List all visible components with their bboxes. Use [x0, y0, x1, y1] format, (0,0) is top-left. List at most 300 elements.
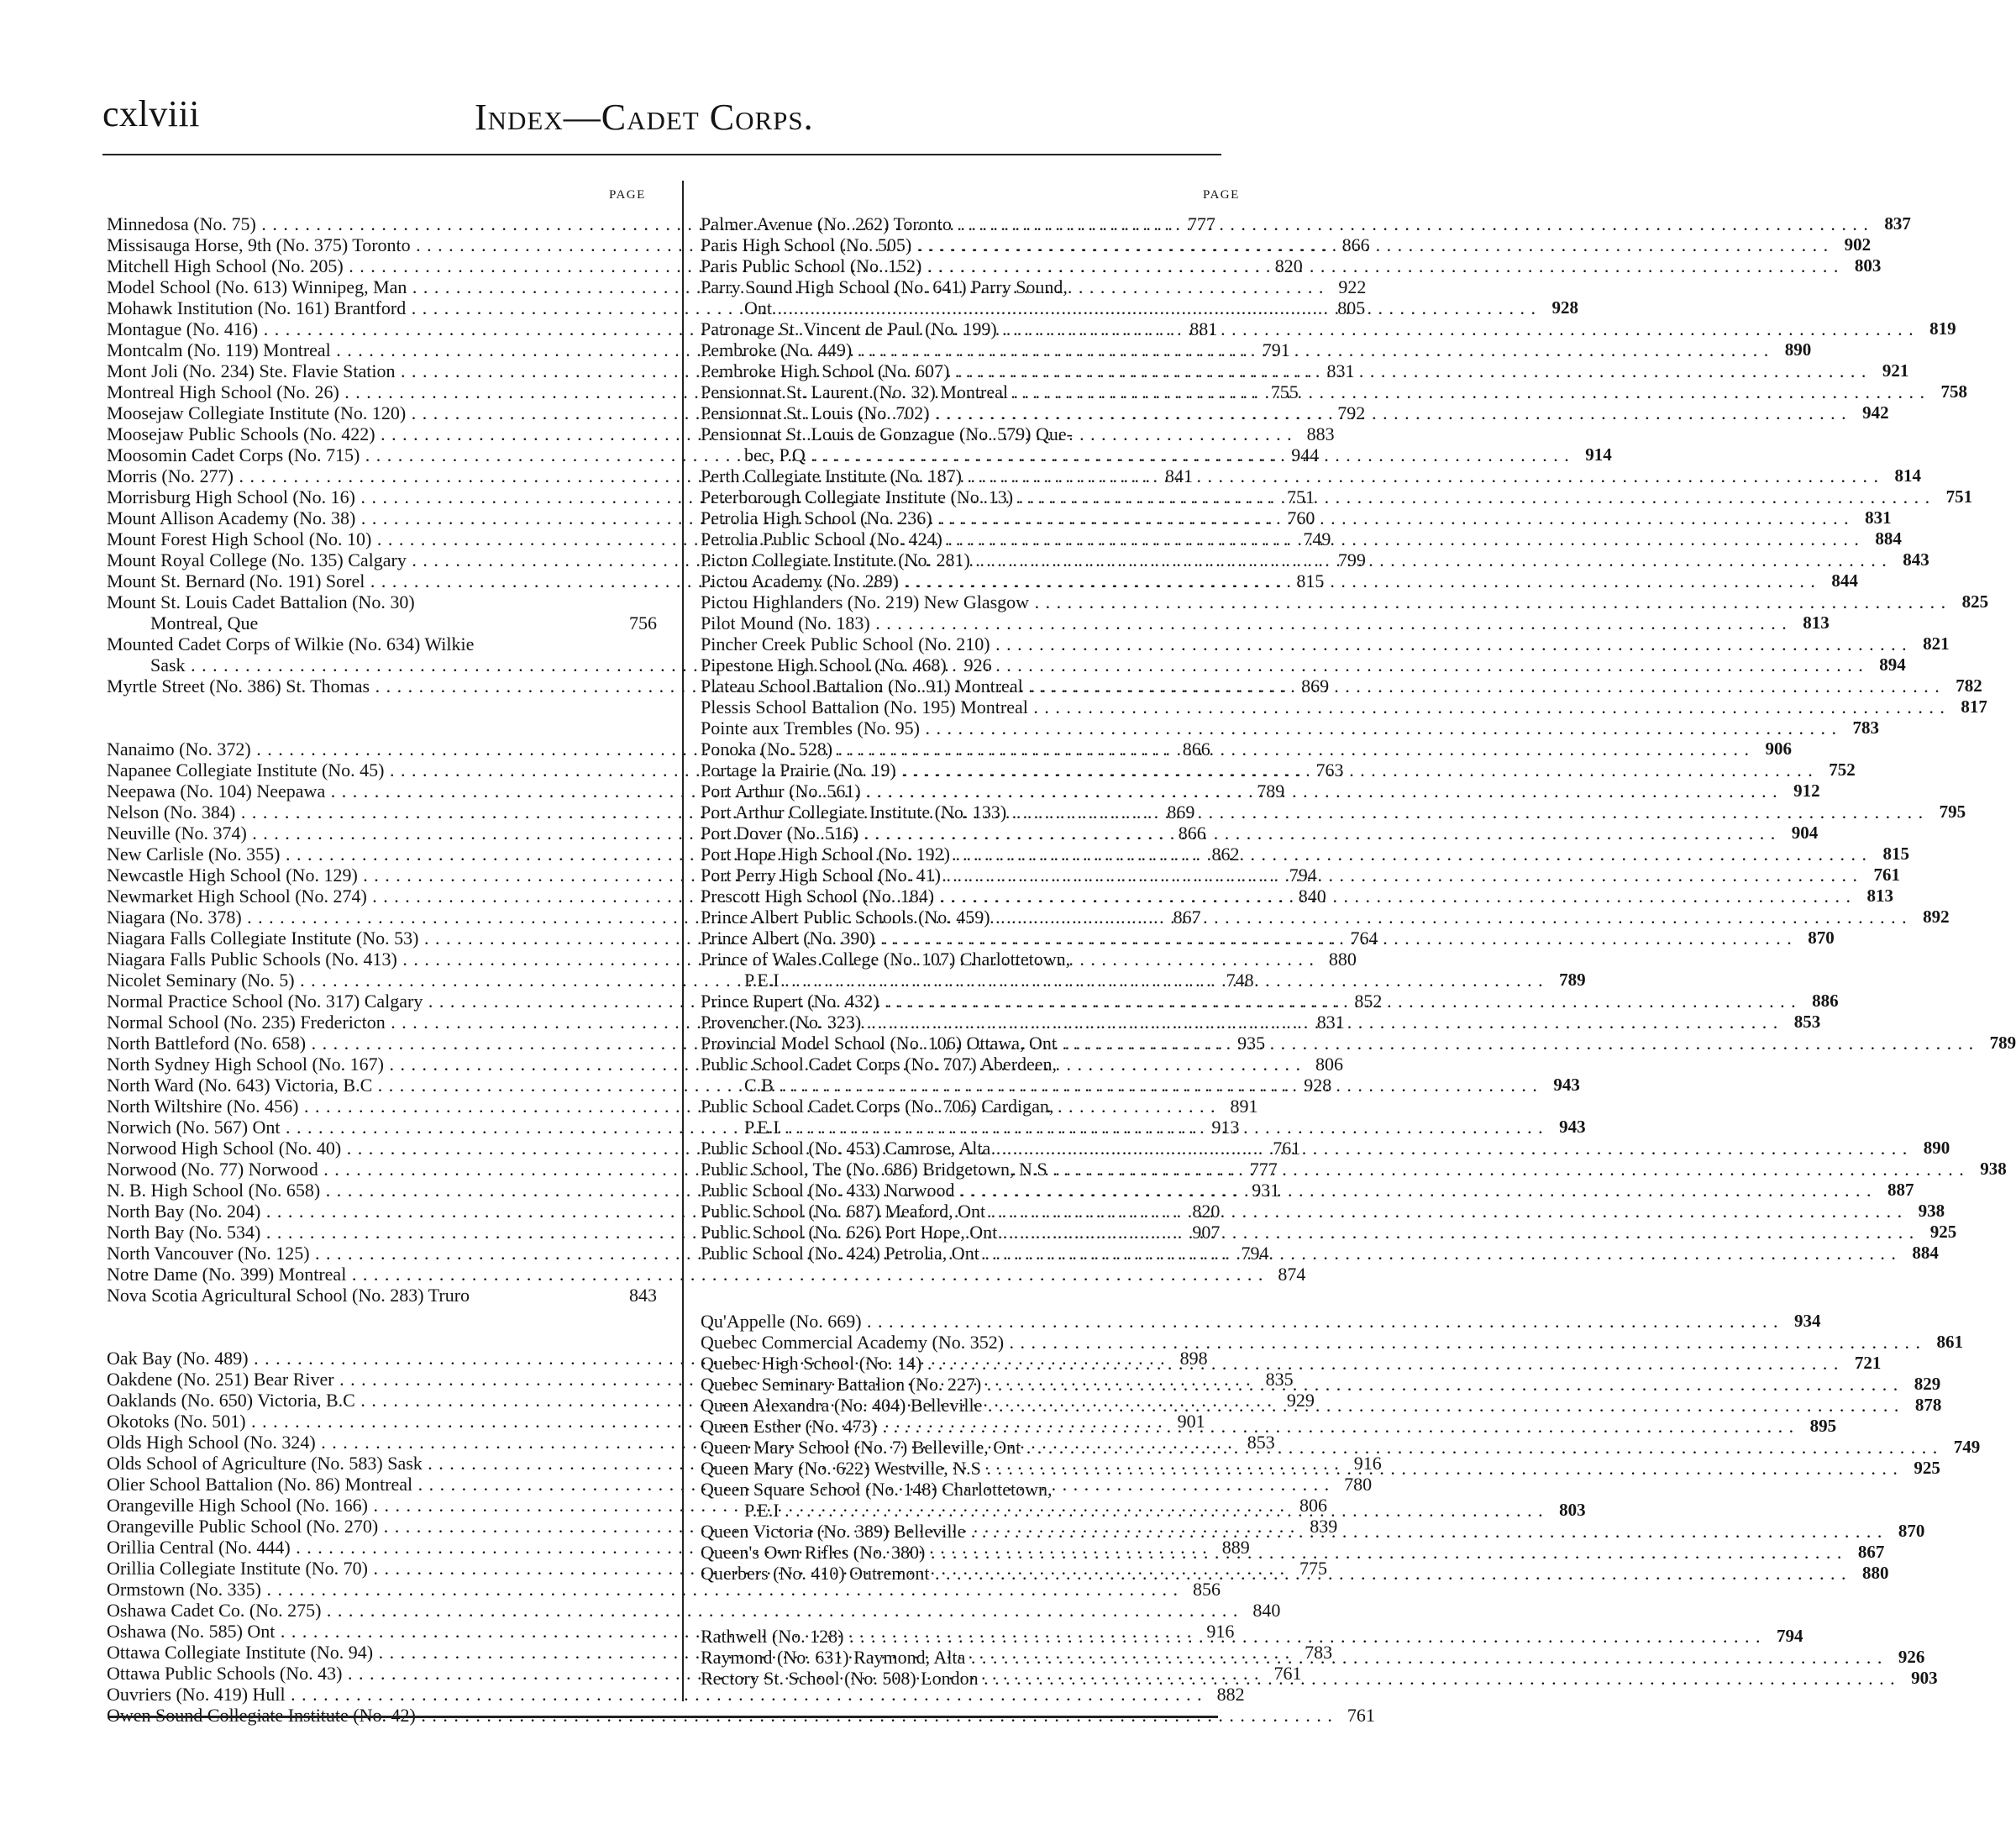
page-title: Index—Cadet Corps.	[475, 97, 814, 138]
entry-name-text: Moosomin Cadet Corps (No. 715)	[107, 444, 360, 465]
entry-page-number: 912	[1778, 781, 1820, 802]
index-entry	[107, 1600, 1281, 1621]
entry-name-text: Myrtle Street (No. 386) St. Thomas	[107, 675, 370, 696]
index-entry	[701, 739, 1793, 760]
entry-name-text: Petrolia Public School (No. 424)	[701, 528, 942, 549]
entry-name	[701, 991, 1797, 1012]
entry-page-number: 880	[1315, 949, 1357, 970]
entry-name	[701, 1647, 1882, 1668]
entry-name	[701, 781, 1778, 802]
entry-page-number: 777	[1173, 213, 1215, 234]
entry-page-number: 813	[1851, 886, 1893, 907]
entry-name	[701, 612, 1788, 633]
entry-name-continuation: C.B . . .	[701, 1075, 1538, 1096]
entry-page-number: 792	[1323, 402, 1365, 423]
entry-name	[701, 718, 1837, 739]
entry-page-number: 884	[1860, 528, 1902, 549]
index-entry	[701, 1311, 1821, 1332]
entry-name-text: Oshawa (No. 585) Ont	[107, 1621, 276, 1642]
entry-page-number: 891	[1215, 1096, 1257, 1117]
entry-name	[701, 1458, 1898, 1479]
entry-name-text: Rectory St. School (No. 508) London	[701, 1668, 979, 1689]
entry-name-text: Niagara Falls Collegiate Institute (No. 53)	[107, 928, 419, 949]
entry-page-number: 921	[1866, 360, 1908, 381]
entry-name	[701, 528, 1860, 549]
entry-page-number: 887	[1872, 1180, 1914, 1201]
entry-page-number: 794	[1761, 1626, 1803, 1647]
entry-name-text: Queen's Own Rifles (No. 380)	[701, 1542, 926, 1563]
entry-page-number: 901	[1163, 1411, 1205, 1432]
entry-page-number: 749	[1938, 1437, 1980, 1458]
entry-page-number: 943	[1538, 1075, 1580, 1096]
index-entry	[701, 654, 1906, 675]
entry-page-number: 789	[1242, 781, 1284, 802]
entry-name-text: Pointe aux Trembles (No. 95)	[701, 718, 920, 739]
entry-name-continuation: Ont . . .	[701, 297, 1536, 318]
entry-name-text: Morris (No. 277)	[107, 465, 234, 486]
entry-page-number: 777	[1236, 1159, 1278, 1180]
entry-page-number: 866	[1328, 234, 1370, 255]
entry-name-text: Prescott High School (No. 184)	[701, 886, 935, 907]
entry-name-text: Orillia Collegiate Institute (No. 70)	[107, 1558, 368, 1579]
entry-page-number: 892	[1908, 907, 1950, 928]
entry-name	[701, 844, 1867, 865]
entry-name	[701, 486, 1930, 507]
entry-page-number: 813	[1788, 612, 1830, 633]
entry-page-number: 755	[1257, 381, 1299, 402]
entry-name-text: Newcastle High School (No. 129)	[107, 865, 358, 886]
entry-name-text: Orangeville High School (No. 166)	[107, 1495, 368, 1516]
entry-name-text: Peterborough Collegiate Institute (No. 13)	[701, 486, 1014, 507]
entry-page-number: 916	[1192, 1621, 1234, 1642]
entry-page-number: 898	[1166, 1348, 1208, 1369]
entry-page-number: 884	[1897, 1243, 1939, 1264]
entry-name	[701, 1222, 1914, 1243]
entry-name-text: North Battleford (No. 658)	[107, 1033, 307, 1054]
entry-name-text: Rathwell (No. 128)	[701, 1626, 844, 1647]
entry-name-text: Niagara (No. 378)	[107, 907, 242, 928]
entry-name	[701, 1311, 1779, 1332]
entry-page-number: 761	[1258, 1138, 1300, 1159]
entry-page-number: 751	[1930, 486, 1972, 507]
entry-name	[701, 255, 1839, 276]
entry-name	[701, 1626, 1761, 1647]
entry-name-text: Mounted Cadet Corps of Wilkie (No. 634) Wilkie	[107, 633, 475, 654]
entry-page-number: 825	[1946, 591, 1988, 612]
entry-name-text: Querbers (No. 410) Outremont	[701, 1563, 930, 1584]
entry-name-text: Queen Alexandra (No. 404) Belleville	[701, 1395, 983, 1416]
entry-name-text: Mount Forest High School (No. 10)	[107, 528, 372, 549]
right-page-heading: PAGE	[1203, 188, 1240, 202]
entry-page-number: 890	[1769, 339, 1811, 360]
entry-name	[701, 1201, 1903, 1222]
entry-name	[701, 402, 1847, 423]
entry-page-number: 819	[1914, 318, 1956, 339]
entry-page-number: 840	[1284, 886, 1326, 907]
entry-page-number: 748	[1212, 970, 1254, 991]
entry-page-number: 853	[1233, 1432, 1275, 1453]
entry-page-number: 815	[1282, 570, 1324, 591]
index-entry	[701, 1201, 1945, 1222]
index-entry	[701, 1222, 1957, 1243]
entry-name-text: Newmarket High School (No. 274)	[107, 886, 367, 907]
entry-page-number: 869	[1287, 675, 1329, 696]
entry-page-number: 764	[1336, 928, 1378, 949]
entry-page-number: 820	[1261, 255, 1303, 276]
index-entry	[701, 718, 1879, 739]
entry-page-number: 852	[1340, 991, 1382, 1012]
entry-page-number: 881	[1175, 318, 1217, 339]
left-page-heading: PAGE	[609, 188, 646, 202]
entry-name	[701, 549, 1887, 570]
entry-page-number: 889	[1208, 1537, 1250, 1558]
entry-name	[701, 507, 1850, 528]
entry-page-number: 914	[1570, 444, 1612, 465]
entry-page-number: 926	[950, 654, 992, 675]
entry-name	[701, 1521, 1882, 1542]
entry-name-text: Portage la Prairie (No. 19)	[701, 760, 896, 781]
entry-page-number: 839	[1295, 1516, 1337, 1537]
entry-name-text: Ponoka (No. 528)	[701, 739, 833, 760]
entry-name-text: Raymond (No. 631) Raymond, Alta	[701, 1647, 966, 1668]
index-entry	[701, 633, 1950, 654]
entry-name-text: N. B. High School (No. 658)	[107, 1180, 321, 1201]
entry-name	[701, 1012, 1778, 1033]
entry-name-text: Nelson (No. 384)	[107, 802, 236, 823]
entry-page-number: 761	[1333, 1705, 1375, 1726]
entry-name-text: Public School (No. 433) Norwood	[701, 1180, 955, 1201]
entry-name-text: Palmer Avenue (No. 262) Toronto	[701, 213, 952, 234]
entry-page-number: 938	[1903, 1201, 1945, 1222]
entry-page-number: 903	[1896, 1668, 1938, 1689]
entry-name-text: Paris High School (No. 505)	[701, 234, 912, 255]
entry-name	[107, 591, 615, 633]
entry-page-number: 867	[1842, 1542, 1884, 1563]
entry-name-text: Parry Sound High School (No. 641) Parry Sound,	[701, 276, 1068, 297]
entry-page-number: 806	[1285, 1495, 1327, 1516]
entry-name	[701, 1096, 1544, 1138]
entry-name-text: Plateau School Battalion (No. 91) Montreal	[701, 675, 1023, 696]
entry-name-text: Moosejaw Collegiate Institute (No. 120)	[107, 402, 407, 423]
entry-page-number: 925	[1898, 1458, 1940, 1479]
entry-name-continuation: bec, P.Q . . .	[701, 444, 1570, 465]
entry-page-number: 795	[1924, 802, 1966, 823]
entry-name-text: Pipestone High School (No. 468)	[701, 654, 947, 675]
entry-name-text: Olds School of Agriculture (No. 583) Sask	[107, 1453, 423, 1474]
entry-name-text: Napanee Collegiate Institute (No. 45)	[107, 760, 385, 781]
entry-name-text: Ouvriers (No. 419) Hull	[107, 1684, 286, 1705]
entry-page-number: 844	[1816, 570, 1858, 591]
entry-page-number: 791	[1248, 339, 1290, 360]
entry-page-number: 761	[1259, 1663, 1301, 1684]
entry-name	[701, 823, 1776, 844]
entry-page-number: 780	[1330, 1474, 1372, 1495]
entry-name-text: Plessis School Battalion (No. 195) Montreal	[701, 696, 1028, 718]
entry-name	[701, 654, 1864, 675]
entry-name	[701, 1054, 1538, 1096]
footer-rule	[108, 1716, 1218, 1718]
entry-page-number: 913	[1198, 1117, 1240, 1138]
section-gap	[701, 1584, 1213, 1626]
entry-page-number: 775	[1285, 1558, 1327, 1579]
entry-name-text: Minnedosa (No. 75)	[107, 213, 256, 234]
entry-name-text: Oak Bay (No. 489)	[107, 1348, 249, 1369]
entry-name-text: Pictou Academy (No. 289)	[701, 570, 899, 591]
entry-name-text: Public School, The (No. 686) Bridgetown, N.S	[701, 1159, 1047, 1180]
entry-page-number: 931	[1237, 1180, 1279, 1201]
entry-page-number: 829	[1898, 1374, 1940, 1395]
entry-page-number: 862	[1198, 844, 1240, 865]
entry-name-text: Ormstown (No. 335)	[107, 1579, 261, 1600]
entry-name-text: Queen Mary (No. 622) Westville, N.S	[701, 1458, 981, 1479]
entry-name-text: Morrisburg High School (No. 16)	[107, 486, 355, 507]
entry-page-number: 751	[1273, 486, 1315, 507]
entry-page-number: 843	[615, 1285, 657, 1306]
entry-name	[701, 360, 1866, 381]
section-gap	[107, 1306, 657, 1348]
entry-name-text: Mount St. Bernard (No. 191) Sorel	[107, 570, 365, 591]
entry-page-number: 869	[1152, 802, 1194, 823]
entry-name-text: Norwood (No. 77) Norwood	[107, 1159, 318, 1180]
entry-name-text: Queen Square School (No. 148) Charlottetown,	[701, 1479, 1053, 1500]
entry-page-number: 856	[1179, 1579, 1221, 1600]
entry-page-number: 944	[1277, 444, 1319, 465]
entry-name-text: Queen Victoria (No. 389) Belleville	[701, 1521, 966, 1542]
index-entry	[107, 591, 657, 633]
entry-page-number: 794	[1275, 865, 1317, 886]
entry-page-number: 749	[1289, 528, 1331, 549]
entry-page-number: 882	[1203, 1684, 1245, 1705]
entry-page-number: 866	[1164, 823, 1206, 844]
index-entry	[107, 1264, 1306, 1285]
entry-name	[701, 1243, 1897, 1264]
entry-page-number: 841	[1151, 465, 1193, 486]
index-entry	[701, 696, 1987, 718]
entry-name-text: Port Hope High School (No. 192)	[701, 844, 950, 865]
entry-page-number: 938	[1965, 1159, 2007, 1180]
entry-name-text: Normal Practice School (No. 317) Calgary	[107, 991, 423, 1012]
index-entry	[107, 1285, 657, 1306]
entry-name	[701, 696, 1945, 718]
section-gap	[701, 1264, 1213, 1311]
page-number: cxlviii	[102, 93, 200, 134]
entry-name-text: Model School (No. 613) Winnipeg, Man	[107, 276, 407, 297]
entry-page-number: 894	[1864, 654, 1906, 675]
entry-name-text: North Sydney High School (No. 167)	[107, 1054, 384, 1075]
entry-name	[701, 760, 1814, 781]
entry-page-number: 870	[1793, 928, 1835, 949]
entry-name-text: Mont Joli (No. 234) Ste. Flavie Station	[107, 360, 396, 381]
entry-name-text: Neuville (No. 374)	[107, 823, 247, 844]
entry-page-number: 782	[1940, 675, 1982, 696]
entry-page-number: 752	[1814, 760, 1856, 781]
entry-name	[701, 1668, 1896, 1689]
entry-name	[701, 234, 1829, 255]
entry-name	[701, 276, 1536, 318]
entry-page-number: 803	[1544, 1500, 1586, 1521]
entry-page-number: 906	[1750, 739, 1792, 760]
entry-name-text: Pensionnat St. Louis de Gonzague (No. 579) Que-	[701, 423, 1073, 444]
entry-name-text: Port Perry High School (No. 41)	[701, 865, 941, 886]
entry-page-number: 817	[1945, 696, 1987, 718]
entry-name-text: Pensionnat St. Laurent (No. 32) Montreal	[701, 381, 1008, 402]
entry-name	[701, 318, 1914, 339]
entry-page-number: 756	[615, 612, 657, 633]
entry-name-text: Paris Public School (No. 152)	[701, 255, 922, 276]
entry-name-text: North Vancouver (No. 125)	[107, 1243, 310, 1264]
index-entry	[701, 1416, 1837, 1437]
entry-name	[701, 907, 1908, 928]
index-entry	[701, 823, 1819, 844]
entry-name-text: Prince Albert (No. 390)	[701, 928, 875, 949]
index-entry	[701, 465, 1921, 486]
entry-name-text: Queen Esther (No. 473)	[701, 1416, 878, 1437]
entry-name	[701, 1395, 1899, 1416]
entry-name-text: Orangeville Public School (No. 270)	[107, 1516, 379, 1537]
entry-name-text: Notre Dame (No. 399) Montreal	[107, 1264, 347, 1285]
entry-name	[701, 1353, 1839, 1374]
entry-name-text: Qu'Appelle (No. 669)	[701, 1311, 862, 1332]
entry-page-number: 843	[1887, 549, 1929, 570]
entry-page-number: 928	[1289, 1075, 1331, 1096]
entry-name-text: Picton Collegiate Institute (No. 281)	[701, 549, 970, 570]
entry-name-text: Nicolet Seminary (No. 5)	[107, 970, 295, 991]
index-entry	[701, 907, 1950, 928]
entry-name-text: Niagara Falls Public Schools (No. 413)	[107, 949, 397, 970]
entry-name-text: Prince of Wales College (No. 107) Charlottetown,	[701, 949, 1071, 970]
entry-page-number: 890	[1908, 1138, 1950, 1159]
entry-page-number: 922	[1324, 276, 1366, 297]
entry-name-text: Ottawa Public Schools (No. 43)	[107, 1663, 343, 1684]
entry-name-text: Prince Albert Public Schools (No. 459)	[701, 907, 990, 928]
entry-name-text: Port Arthur Collegiate Institute (No. 133)	[701, 802, 1007, 823]
entry-name-text: Oaklands (No. 650) Victoria, B.C	[107, 1390, 355, 1411]
entry-page-number: 934	[1779, 1311, 1821, 1332]
entry-page-number: 794	[1227, 1243, 1269, 1264]
entry-name-text: North Wiltshire (No. 456)	[107, 1096, 299, 1117]
entry-name-text: Normal School (No. 235) Fredericton	[107, 1012, 386, 1033]
entry-page-number: 895	[1794, 1416, 1836, 1437]
entry-name-text: Public School (No. 626) Port Hope, Ont	[701, 1222, 998, 1243]
entry-page-number: 831	[1303, 1012, 1345, 1033]
entry-name-text: Olds High School (No. 324)	[107, 1432, 316, 1453]
entry-name-text: Owen Sound Collegiate Institute (No. 42)	[107, 1705, 416, 1726]
entry-name	[701, 213, 1869, 234]
entry-name-text: Quebec High School (No. 14)	[701, 1353, 922, 1374]
entry-page-number: 929	[1273, 1390, 1315, 1411]
entry-page-number: 904	[1776, 823, 1818, 844]
entry-page-number: 861	[1921, 1332, 1963, 1353]
entry-name-text: Oshawa Cadet Co. (No. 275)	[107, 1600, 322, 1621]
entry-page-number: 831	[1312, 360, 1354, 381]
entry-name-text: Public School Cadet Corps (No. 707) Aberdeen,	[701, 1054, 1058, 1075]
entry-name-text: Mount Allison Academy (No. 38)	[107, 507, 356, 528]
entry-name-text: Provincial Model School (No. 106) Ottawa, Ont	[701, 1033, 1058, 1054]
entry-name	[701, 591, 1946, 612]
entry-name	[701, 886, 1851, 907]
entry-page-number: 840	[1238, 1600, 1280, 1621]
index-entry	[107, 1684, 1245, 1705]
entry-page-number: 789	[1544, 970, 1586, 991]
entry-name	[701, 675, 1940, 696]
entry-name-text: Public School (No. 687) Meaford, Ont	[701, 1201, 986, 1222]
entry-name-text: Petrolia High School (No. 236)	[701, 507, 932, 528]
entry-name-text: New Carlisle (No. 355)	[107, 844, 281, 865]
entry-page-number: 878	[1899, 1395, 1941, 1416]
entry-name	[701, 381, 1925, 402]
entry-name-text: Pembroke High School (No. 607)	[701, 360, 950, 381]
entry-name	[701, 570, 1816, 591]
entry-name-text: North Bay (No. 204)	[107, 1201, 261, 1222]
entry-page-number: 758	[1925, 381, 1967, 402]
entry-name-text: Mitchell High School (No. 205)	[107, 255, 344, 276]
entry-name-text: Oakdene (No. 251) Bear River	[107, 1369, 334, 1390]
entry-name-text: North Ward (No. 643) Victoria, B.C	[107, 1075, 373, 1096]
entry-page-number: 886	[1797, 991, 1839, 1012]
entry-name	[107, 1285, 615, 1306]
entry-page-number: 867	[1159, 907, 1201, 928]
entry-name-text: Public School (No. 453) Camrose, Alta	[701, 1138, 991, 1159]
entry-name-text: Public School (No. 424) Petrolia, Ont	[701, 1243, 979, 1264]
column-divider	[682, 181, 684, 1701]
entry-name-text: Orillia Central (No. 444)	[107, 1537, 291, 1558]
entry-page-number: 866	[1168, 739, 1210, 760]
entry-page-number: 799	[1324, 549, 1366, 570]
entry-page-number: 943	[1544, 1117, 1586, 1138]
entry-name-text: Port Arthur (No. 561)	[701, 781, 861, 802]
index-entry	[701, 1332, 1964, 1353]
entry-page-number: 831	[1850, 507, 1892, 528]
entry-page-number: 853	[1778, 1012, 1820, 1033]
entry-page-number: 837	[1869, 213, 1911, 234]
entry-name-text: Mount St. Louis Cadet Battalion (No. 30)	[107, 591, 415, 612]
entry-page-number: 907	[1178, 1222, 1220, 1243]
index-entry	[701, 318, 1956, 339]
entry-page-number: 721	[1839, 1353, 1881, 1374]
entry-page-number: 880	[1847, 1563, 1889, 1584]
entry-name	[701, 1437, 1938, 1458]
entry-name	[701, 1542, 1842, 1563]
entry-page-number: 902	[1829, 234, 1871, 255]
entry-name-text: Mount Royal College (No. 135) Calgary	[107, 549, 407, 570]
entry-name	[701, 1374, 1898, 1395]
entry-page-number: 803	[1839, 255, 1881, 276]
entry-name-text: Provencher (No. 323)	[701, 1012, 862, 1033]
entry-name	[701, 465, 1879, 486]
entry-name	[701, 1138, 1908, 1159]
entry-name-text: Pilot Mound (No. 183)	[701, 612, 870, 633]
entry-name	[701, 1563, 1847, 1584]
entry-name-text: Mohawk Institution (No. 161) Brantford	[107, 297, 407, 318]
entry-page-number: 874	[1263, 1264, 1305, 1285]
index-entry	[701, 486, 1973, 507]
entry-name-text: Norwich (No. 567) Ont	[107, 1117, 281, 1138]
entry-page-number: 870	[1882, 1521, 1924, 1542]
entry-name-continuation: Montreal, Que	[150, 612, 259, 633]
index-entry	[701, 612, 1830, 633]
entry-name	[701, 1416, 1794, 1437]
entry-name-continuation: Sask . . .	[107, 654, 950, 675]
entry-page-number: 760	[1273, 507, 1315, 528]
section-gap	[107, 696, 657, 739]
entry-name	[701, 802, 1924, 823]
entry-name	[701, 949, 1544, 991]
entry-name-text: Patronage St. Vincent de Paul (No. 199)	[701, 318, 997, 339]
entry-name-text: Okotoks (No. 501)	[107, 1411, 246, 1432]
entry-name-continuation: P.E.I . . .	[701, 970, 1544, 991]
entry-name-text: Olier School Battalion (No. 86) Montreal	[107, 1474, 413, 1495]
entry-name-text: Pincher Creek Public School (No. 210)	[701, 633, 990, 654]
